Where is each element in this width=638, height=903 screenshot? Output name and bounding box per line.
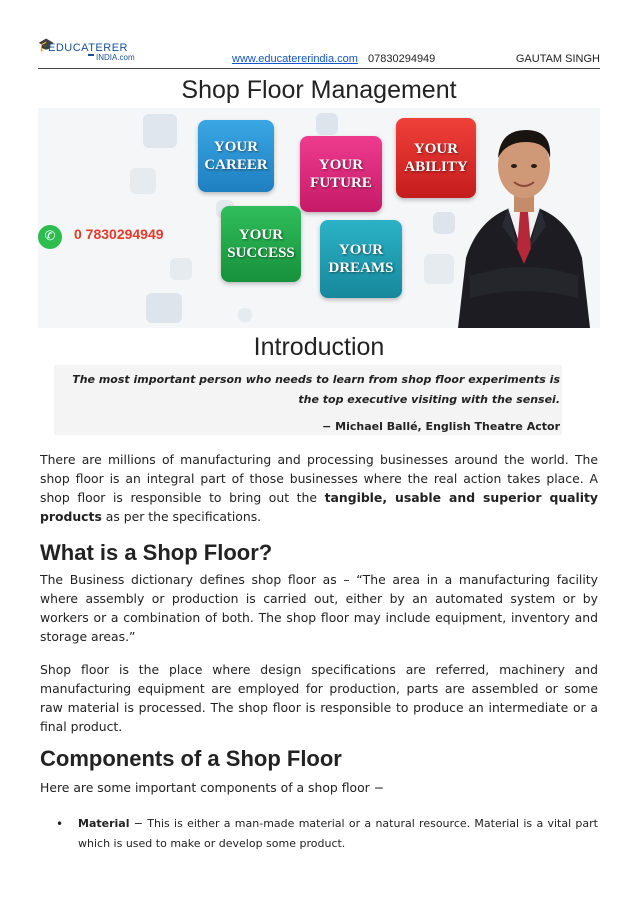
intro-quote [60, 370, 560, 410]
tile-your-ability: YOUR ABILITY [396, 118, 476, 198]
tile-your-success: YOUR SUCCESS [221, 206, 301, 282]
logo-underline [88, 54, 94, 56]
deco-square [143, 114, 177, 148]
list-item-text [58, 814, 598, 854]
bullet-dot: • [56, 817, 64, 831]
header-divider [38, 68, 600, 69]
graduation-cap-icon: 🎓 [38, 38, 55, 53]
whatsapp-number: 0 7830294949 [74, 226, 164, 242]
deco-square [146, 293, 182, 323]
intro-text-2: as per the specifications. [101, 509, 262, 524]
presenter-photo [448, 108, 600, 328]
banner-image [38, 108, 600, 328]
what-is-shop-floor-heading: What is a Shop Floor? [40, 540, 273, 565]
tile-your-future: YOUR FUTURE [300, 136, 382, 212]
intro-text-1: There are millions of manufacturing and processing businesses around the world. The shop floor is an integral part of those businesses where the real action takes place. A shop floor is responsible to bring out the [40, 452, 598, 505]
header-author: GAUTAM SINGH [515, 53, 600, 65]
quote-attribution: − Michael Ballé, English Theatre Actor [322, 420, 560, 433]
deco-square [316, 113, 338, 135]
tile-your-career: YOUR CAREER [198, 120, 274, 192]
introduction-heading: Introduction [253, 333, 385, 361]
website-link[interactable]: www.educatererindia.com [232, 53, 358, 65]
list-item [58, 814, 598, 854]
quote-line1: The most important person who needs to learn from shop floor experiments is [72, 373, 560, 386]
what-paragraph-2: Shop floor is the place where design specifications are referred, machinery and manufacturing equipment are employed for production, parts are assembled or some raw material is processed. The shop floor is responsible to produce an intermediate or a final product. [40, 662, 598, 734]
header-phone: 07830294949 [368, 53, 436, 65]
what-paragraph-1: The Business dictionary defines shop floor as – “The area in a manufacturing facility where assembly or production is carried out, either by an automated system or by workers or a combination of both. The shop floor may include equipment, inventory and storage areas.” [40, 572, 598, 644]
list-item-term: Material [78, 817, 130, 830]
quote-line2: the top executive visiting with the sensei. [298, 393, 560, 406]
list-item-desc: − This is either a man-made material or a natural resource. Material is a vital part which is used to make or develop some product. [78, 817, 598, 850]
intro-paragraph [40, 450, 598, 526]
intro-text-bold: tangible, usable and superior quality products [40, 490, 598, 524]
deco-square [130, 168, 156, 194]
deco-square [238, 308, 252, 322]
logo-line1: EDUCATERER [48, 42, 128, 54]
educaterer-logo [38, 38, 138, 66]
components-heading: Components of a Shop Floor [40, 746, 342, 771]
page-header [0, 0, 638, 72]
page-title: Shop Floor Management [181, 76, 457, 104]
components-intro: Here are some important components of a shop floor − [40, 780, 385, 795]
logo-line2: INDIA.com [96, 53, 135, 62]
deco-square [170, 258, 192, 280]
whatsapp-icon: ✆ [38, 225, 62, 249]
tile-your-dreams: YOUR DREAMS [320, 220, 402, 298]
